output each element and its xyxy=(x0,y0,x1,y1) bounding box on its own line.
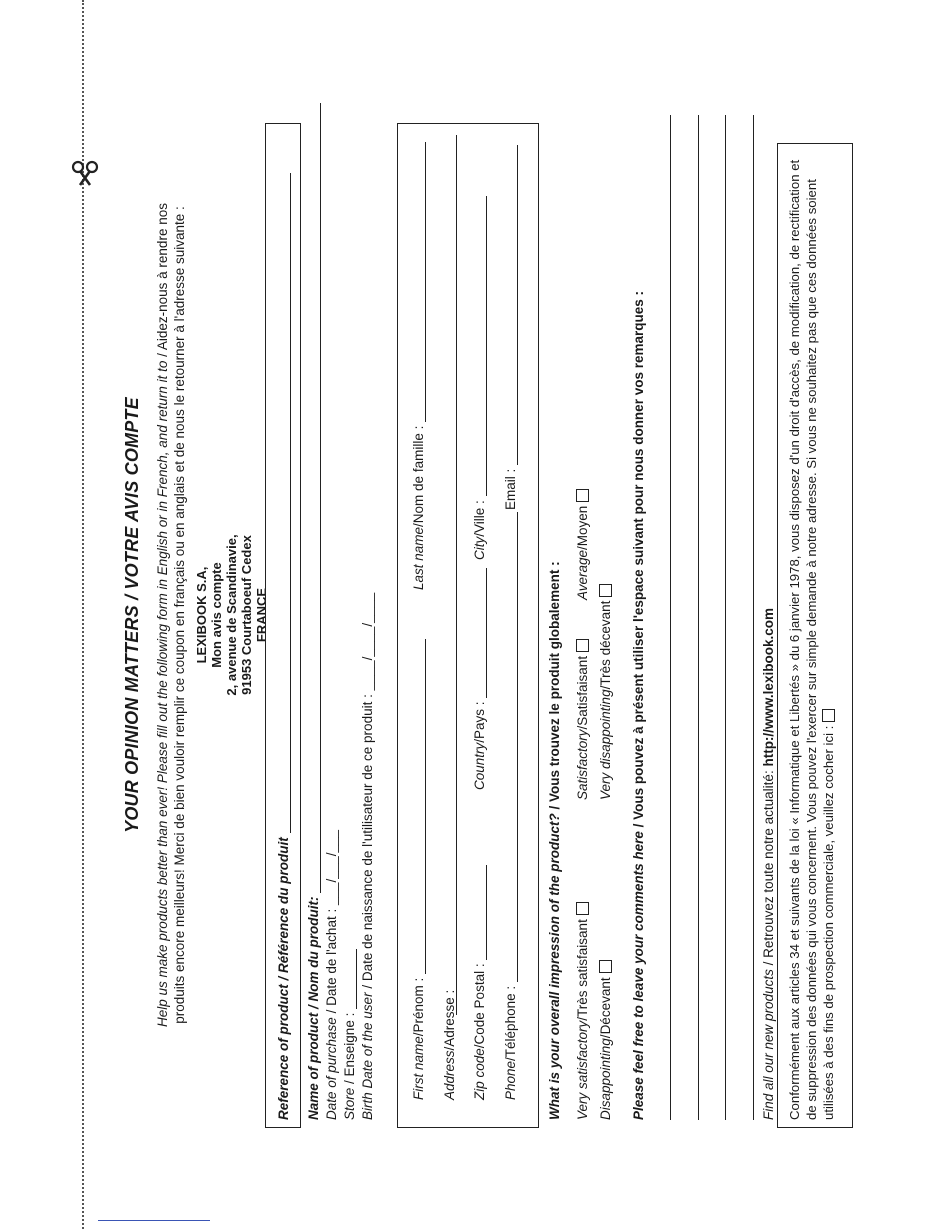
option-label-en: Satisfactory xyxy=(575,729,590,800)
opinion-form xyxy=(110,100,870,1130)
zip-input[interactable] xyxy=(474,865,487,960)
date-purchase-input[interactable]: ___/___/___ xyxy=(324,829,339,906)
city-input[interactable] xyxy=(474,196,487,496)
option-disappointing xyxy=(598,960,613,1120)
comments-fr: / Vous pouvez à présent utiliser l'espace suivant pour nous donner vos remarques : xyxy=(631,291,646,832)
email-row xyxy=(503,145,518,510)
option-label-en: Average xyxy=(575,549,590,600)
zip-fr: /Code Postal : xyxy=(472,963,487,1049)
intro-text xyxy=(154,100,188,1130)
checkbox[interactable] xyxy=(576,489,589,502)
option-average xyxy=(575,489,590,600)
birth-en: Birth Date of the user xyxy=(360,992,375,1120)
comment-line[interactable] xyxy=(725,115,726,1120)
email-input[interactable] xyxy=(505,145,518,465)
zip-en: Zip code xyxy=(472,1048,487,1100)
address-en: Address xyxy=(442,1050,457,1100)
country-input[interactable] xyxy=(474,568,487,698)
name-product-label: Name of product / Nom du produit: xyxy=(306,896,321,1120)
intro-fr2: produits encore meilleurs! Merci de bien vouloir remplir ce coupon en français ou en anglais et de nous le retourner à l'adresse suivante : xyxy=(172,206,187,1024)
date-purchase-en: Date of purchase xyxy=(324,1017,339,1120)
legal-notice xyxy=(786,145,837,1120)
option-label-en: Disappointing xyxy=(598,1038,613,1120)
address-row xyxy=(442,990,457,1100)
address-input[interactable] xyxy=(456,135,457,1015)
name-product-row xyxy=(306,103,321,1120)
phone-fr: /Téléphone : xyxy=(503,985,518,1061)
impression-question xyxy=(547,561,562,1120)
zip-row xyxy=(472,865,487,1100)
scissors-icon xyxy=(70,158,100,188)
intro-sep: / xyxy=(155,350,170,361)
form-title: YOUR OPINION MATTERS / VOTRE AVIS COMPTE xyxy=(122,397,142,833)
checkbox[interactable] xyxy=(599,960,612,973)
blue-rule xyxy=(98,1220,210,1221)
comment-line[interactable] xyxy=(670,115,671,1120)
reference-row xyxy=(276,173,291,1120)
comment-line[interactable] xyxy=(753,115,754,1120)
country-row xyxy=(472,568,487,790)
comments-en: Please feel free to leave your comments here xyxy=(631,831,646,1120)
first-name-en: First name xyxy=(411,1036,426,1100)
checkbox[interactable] xyxy=(576,902,589,915)
news-row xyxy=(761,608,776,1120)
option-label-fr: /Très satisfaisant xyxy=(575,919,590,1021)
option-satisfactory xyxy=(575,639,590,800)
date-purchase-fr: / Date de l'achat : xyxy=(324,908,339,1018)
intro-en: Help us make products better than ever! Please fill out the following form in English or in French, and return it to xyxy=(155,360,170,1027)
comment-line[interactable] xyxy=(698,115,699,1120)
option-very-disappointing xyxy=(598,584,613,800)
last-name-input[interactable] xyxy=(413,142,426,422)
country-en: Country xyxy=(472,742,487,790)
phone-en: Phone xyxy=(503,1060,518,1100)
mailing-address xyxy=(194,100,269,1130)
address-line: LEXIBOOK S.A, xyxy=(194,566,209,664)
news-fr: / Retrouvez toute notre actualité: xyxy=(761,766,776,970)
impression-question-en: What is your overall impression of the product? xyxy=(547,813,562,1120)
store-row xyxy=(342,949,357,1120)
phone-row xyxy=(503,512,518,1100)
city-fr: /Ville : xyxy=(472,500,487,537)
birth-row xyxy=(360,593,375,1120)
address-line: 2, avenue de Scandinavie, xyxy=(224,534,239,696)
store-en: Store xyxy=(342,1087,357,1120)
store-fr: / Enseigne : xyxy=(342,1012,357,1088)
option-label-fr: /Satisfaisant xyxy=(575,655,590,730)
checkbox[interactable] xyxy=(599,584,612,597)
option-label-en: Very satisfactory xyxy=(575,1020,590,1120)
last-name-en: Last name xyxy=(411,526,426,590)
option-label-fr: /Très décevant xyxy=(598,600,613,690)
name-product-input[interactable] xyxy=(308,103,321,893)
checkbox[interactable] xyxy=(576,639,589,652)
comments-prompt xyxy=(631,291,646,1120)
opt-out-checkbox[interactable] xyxy=(822,709,835,722)
reference-label: Reference of product / Référence du produit xyxy=(276,837,291,1120)
news-en: Find all our new products xyxy=(761,969,776,1120)
address-fr: /Adresse : xyxy=(442,989,457,1051)
first-name-fr: /Prénom : xyxy=(411,977,426,1037)
intro-fr1: Aidez-nous à rendre nos xyxy=(155,203,170,351)
date-purchase-row xyxy=(324,830,339,1120)
first-name-input[interactable] xyxy=(413,639,426,974)
country-fr: /Pays : xyxy=(472,701,487,743)
news-url[interactable]: http://www.lexibook.com xyxy=(761,608,776,767)
store-input[interactable] xyxy=(344,949,357,1009)
option-label-fr: /Moyen xyxy=(575,505,590,550)
city-en: City xyxy=(472,536,487,560)
birth-input[interactable]: ____/____/____ xyxy=(360,592,375,691)
impression-question-fr: / Vous trouvez le produit globalement : xyxy=(547,561,562,814)
birth-fr: / Date de naissance de l'utilisateur de ce produit : xyxy=(360,694,375,993)
address-line: 91953 Courtaboeuf Cedex xyxy=(239,535,254,695)
reference-input[interactable] xyxy=(278,173,291,833)
first-name-row xyxy=(411,639,426,1100)
city-row xyxy=(472,196,487,560)
email-label: Email : xyxy=(503,468,518,510)
last-name-fr: /Nom de famille : xyxy=(411,425,426,527)
option-label-en: Very disappointing xyxy=(598,689,613,800)
legal-text: Conformément aux articles 34 et suivants de la loi « Informatique et Libertés » du 6 janvier 1978, vous disposez d'un droit d'accès, de modification, de rectification et de suppression des données qui vous concernent. Vous pouvez l'exercer sur simple demande à notre adresse. Si vous ne souhaitez pas que ces données soient utilisées à des fins de prospection commerciale, veuillez cocher ici : xyxy=(787,159,836,1120)
address-line: FRANCE xyxy=(254,587,269,643)
phone-input[interactable] xyxy=(505,512,518,982)
last-name-row xyxy=(411,142,426,590)
option-label-fr: /Décevant xyxy=(598,977,613,1039)
address-line: Mon avis compte xyxy=(209,562,224,668)
option-very-satisfactory xyxy=(575,902,590,1120)
